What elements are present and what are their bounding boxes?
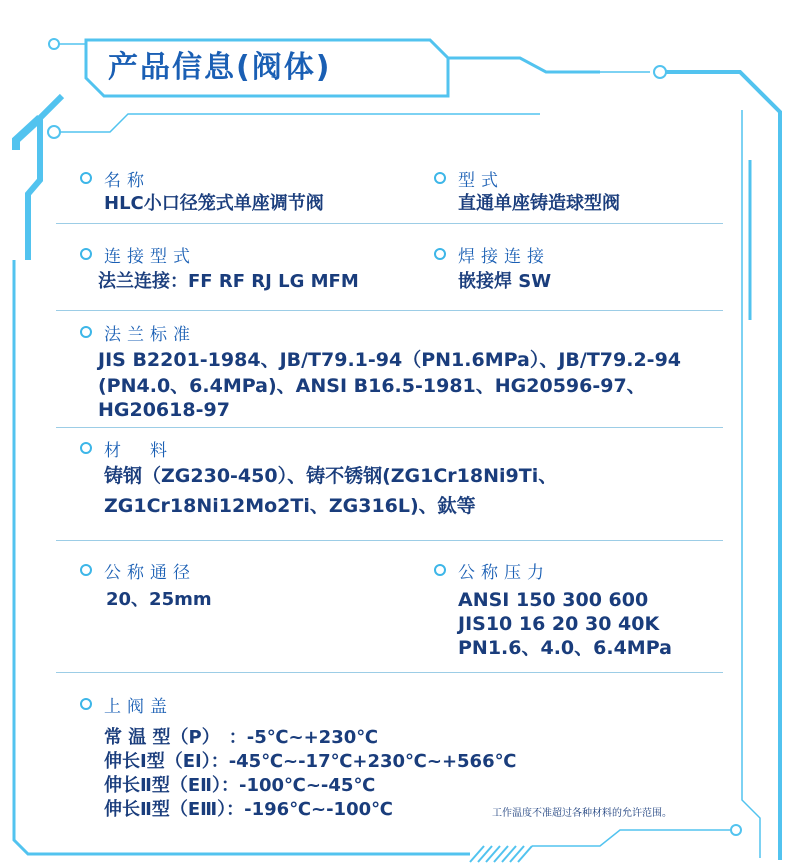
pressure-line: ANSI 150 300 600 xyxy=(458,589,649,611)
type-value: 直通单座铸造球型阀 xyxy=(458,193,620,214)
bonnet-line: 伸长Ⅱ型（EⅡ）：-100℃~-45℃ xyxy=(104,775,376,796)
bullet-icon xyxy=(80,564,92,576)
bullet-icon xyxy=(434,564,446,576)
bullet-icon xyxy=(434,172,446,184)
divider xyxy=(56,672,723,673)
divider xyxy=(56,310,723,311)
type-label: 型式 xyxy=(458,171,504,191)
pressure-label: 公称压力 xyxy=(458,563,550,583)
flange-std-line: (PN4.0、6.4MPa)、ANSI B16.5-1981、HG20596-97、 xyxy=(98,375,646,397)
divider xyxy=(56,427,723,428)
connection-value: 法兰连接：FF RF RJ LG MFM xyxy=(98,271,359,292)
bullet-icon xyxy=(80,248,92,260)
bullet-icon xyxy=(434,248,446,260)
bonnet-label: 上阀盖 xyxy=(104,697,173,717)
flange-std-label: 法兰标准 xyxy=(104,325,196,345)
bonnet-line: 常 温 型（P） ：-5℃~+230℃ xyxy=(104,727,379,748)
page-title: 产品信息(阀体) xyxy=(108,50,332,85)
material-line: 铸钢（ZG230-450）、铸不锈钢(ZG1Cr18Ni9Ti、 xyxy=(104,465,558,487)
weld-label: 焊接连接 xyxy=(458,247,550,267)
name-value: HLC小口径笼式单座调节阀 xyxy=(104,193,324,214)
divider xyxy=(56,223,723,224)
connection-label: 连接型式 xyxy=(104,247,196,267)
diameter-label: 公称通径 xyxy=(104,563,196,583)
pressure-line: PN1.6、4.0、6.4MPa xyxy=(458,637,672,659)
name-label: 名称 xyxy=(104,171,150,191)
divider xyxy=(56,540,723,541)
bullet-icon xyxy=(80,326,92,338)
flange-std-line: HG20618-97 xyxy=(98,399,230,421)
temperature-note: 工作温度不准超过各种材料的允许范围。 xyxy=(492,808,672,819)
bullet-icon xyxy=(80,698,92,710)
bonnet-line: 伸长Ⅰ型（EⅠ）：-45℃~-17℃+230℃~+566℃ xyxy=(104,751,517,772)
bonnet-line: 伸长Ⅱ型（EⅢ）：-196℃~-100℃ xyxy=(104,799,393,820)
weld-value: 嵌接焊 SW xyxy=(458,271,552,292)
pressure-line: JIS10 16 20 30 40K xyxy=(458,613,660,635)
material-label: 材 料 xyxy=(104,441,173,461)
diameter-value: 20、25mm xyxy=(106,589,212,610)
material-line: ZG1Cr18Ni12Mo2Ti、ZG316L)、鈦等 xyxy=(104,495,476,517)
bullet-icon xyxy=(80,172,92,184)
bullet-icon xyxy=(80,442,92,454)
flange-std-line: JIS B2201-1984、JB/T79.1-94（PN1.6MPa）、JB/T79.2-94 xyxy=(98,349,682,371)
